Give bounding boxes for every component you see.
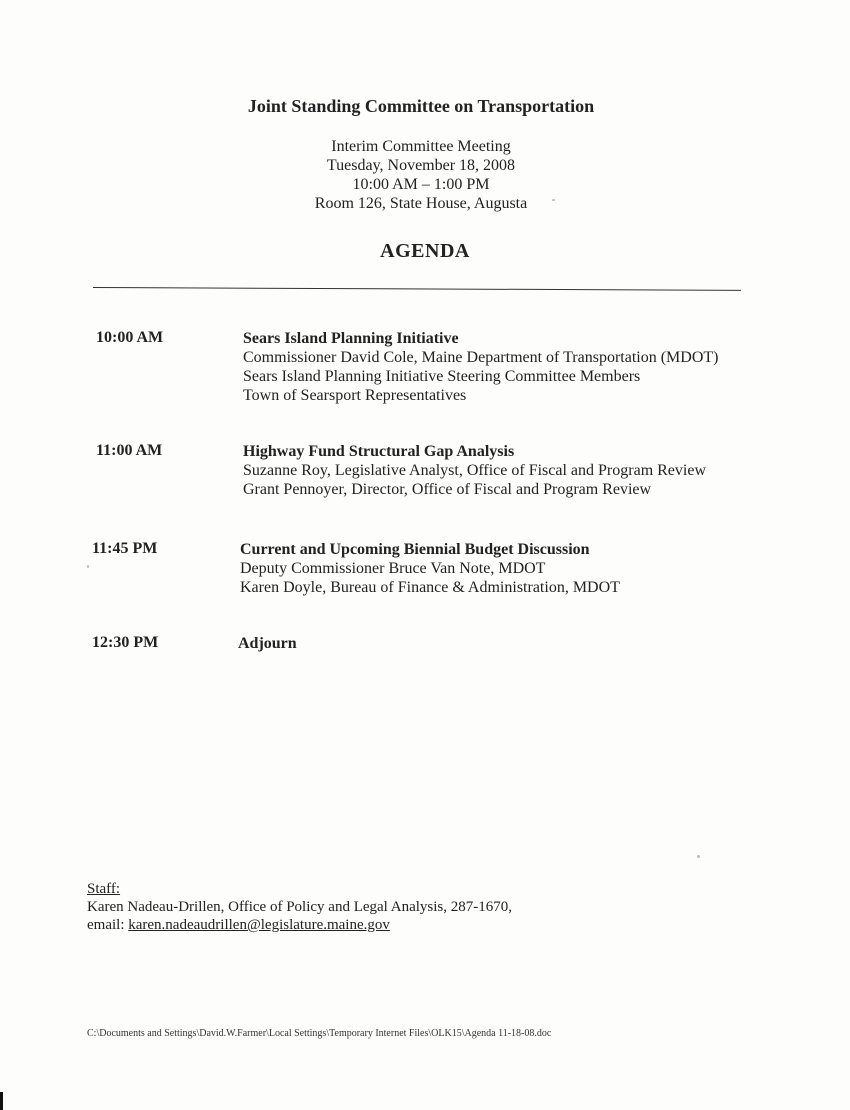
committee-title: Joint Standing Committee on Transportation	[247, 96, 595, 116]
meeting-type: Interim Committee Meeting	[331, 138, 511, 155]
scan-speck	[697, 855, 700, 858]
agenda-item-body	[238, 634, 297, 653]
scan-edge-mark	[0, 1092, 3, 1110]
agenda-item-line: Town of Searsport Representatives	[243, 387, 467, 404]
agenda-item-time: 12:30 PM	[92, 634, 159, 651]
agenda-item-line: Sears Island Planning Initiative Steering Committee Members	[243, 368, 641, 385]
agenda-item-title: Sears Island Planning Initiative	[243, 330, 459, 347]
agenda-item-time: 11:45 PM	[92, 540, 158, 557]
email-prefix: email:	[87, 917, 129, 933]
agenda-item-body	[240, 540, 620, 597]
scan-speck	[87, 565, 89, 568]
agenda-item-line: Commissioner David Cole, Maine Department of Transportation (MDOT)	[243, 349, 719, 366]
staff-email-row	[87, 916, 512, 934]
scan-speck	[552, 199, 555, 201]
agenda-heading: AGENDA	[380, 240, 470, 262]
agenda-item-time: 11:00 AM	[96, 442, 163, 459]
staff-label: Staff:	[87, 881, 121, 897]
agenda-item-line: Deputy Commissioner Bruce Van Note, MDOT	[240, 560, 546, 577]
agenda-item-line: Grant Pennoyer, Director, Office of Fiscal and Program Review	[243, 481, 652, 498]
file-path-footer: C:\Documents and Settings\David.W.Farmer\Local Settings\Temporary Internet Files\OLK15\Agenda 11-18-08.doc	[87, 1028, 552, 1039]
agenda-item-body	[243, 329, 719, 405]
meeting-info	[0, 137, 846, 213]
agenda-item-line: Karen Doyle, Bureau of Finance & Administration, MDOT	[240, 579, 620, 596]
agenda-item-time: 10:00 AM	[96, 329, 164, 346]
agenda-item-title: Adjourn	[238, 635, 297, 652]
header-divider	[93, 287, 741, 291]
meeting-location: Room 126, State House, Augusta	[314, 195, 528, 212]
agenda-item-line: Suzanne Roy, Legislative Analyst, Office of Fiscal and Program Review	[243, 462, 707, 479]
meeting-date: Tuesday, November 18, 2008	[326, 157, 516, 174]
agenda-item-title: Highway Fund Structural Gap Analysis	[243, 443, 515, 460]
staff-block	[87, 880, 512, 934]
staff-contact: Karen Nadeau-Drillen, Office of Policy and Legal Analysis, 287-1670,	[87, 899, 513, 915]
staff-email-link[interactable]: karen.nadeaudrillen@legislature.maine.gov	[128, 917, 390, 933]
agenda-item-body	[243, 442, 706, 499]
meeting-time-range: 10:00 AM – 1:00 PM	[352, 176, 490, 193]
agenda-item-title: Current and Upcoming Biennial Budget Discussion	[240, 541, 590, 558]
